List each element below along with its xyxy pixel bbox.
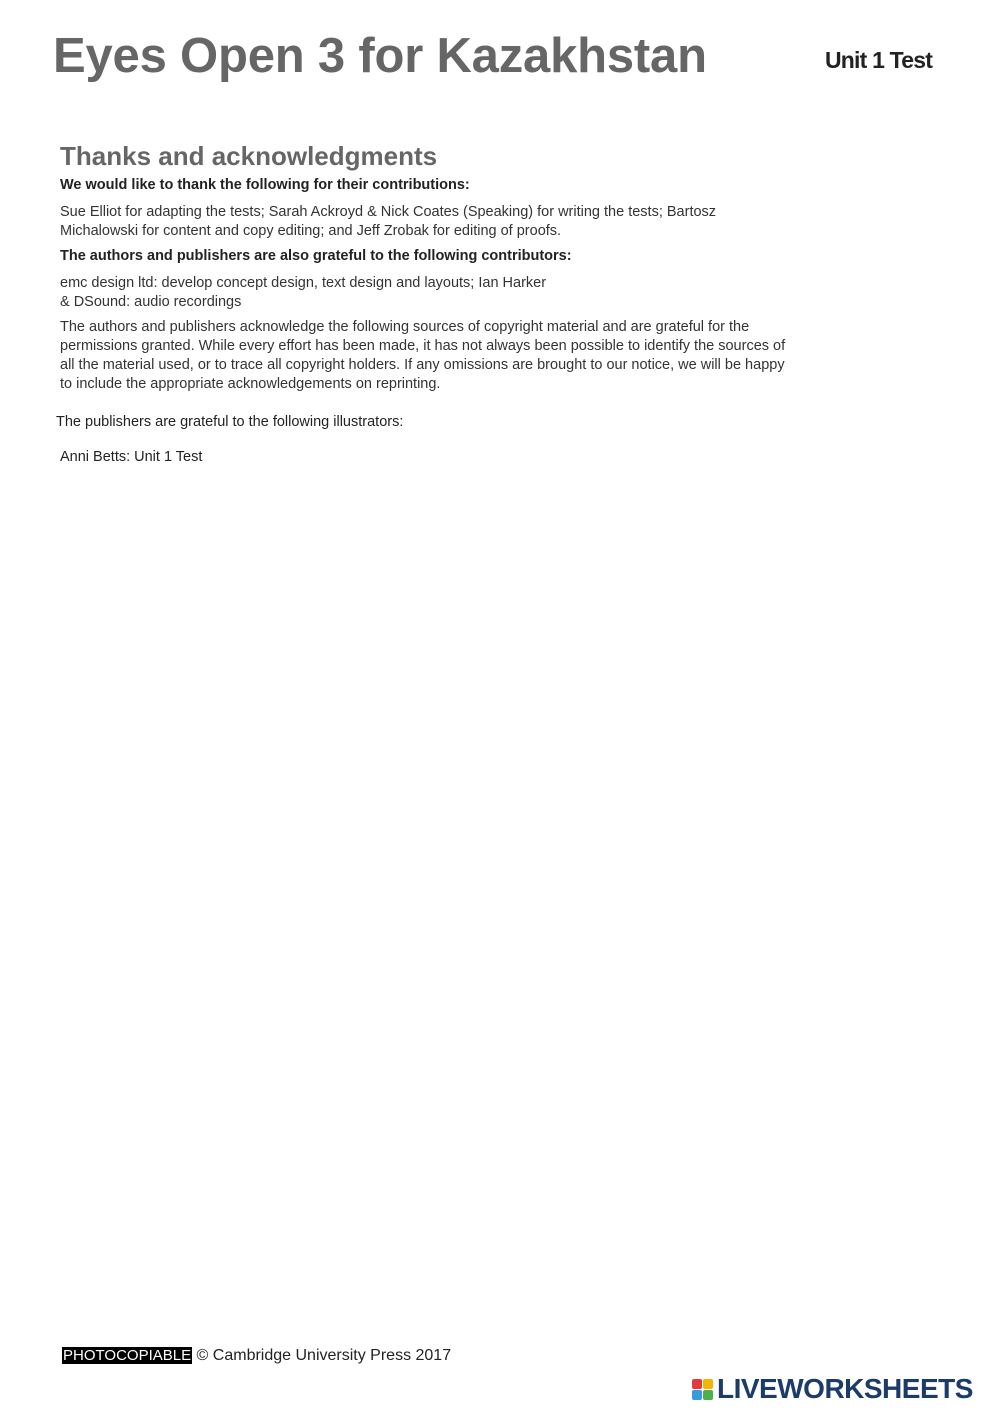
logo-square-icon bbox=[692, 1390, 702, 1400]
liveworksheets-wordmark: LIVEWORKSHEETS bbox=[717, 1373, 973, 1404]
footer bbox=[62, 1347, 451, 1365]
copyright-line: permissions granted. While every effort has been made, it has not always been possible to identify the sources of bbox=[60, 338, 786, 354]
contributions-intro: We would like to thank the following for their contributions: bbox=[60, 177, 470, 193]
document-title: Eyes Open 3 for Kazakhstan bbox=[53, 29, 707, 83]
contributors-intro: The authors and publishers are also grateful to the following contributors: bbox=[60, 248, 572, 264]
liveworksheets-logo[interactable] bbox=[692, 1374, 973, 1404]
contributions-line: Sue Elliot for adapting the tests; Sarah Ackroyd & Nick Coates (Speaking) for writing the tests; Bartosz bbox=[60, 204, 717, 220]
logo-square-icon bbox=[692, 1379, 702, 1389]
logo-square-icon bbox=[703, 1390, 713, 1400]
photocopiable-badge: PHOTOCOPIABLE bbox=[63, 1347, 192, 1364]
contributions-text bbox=[60, 203, 840, 241]
unit-label: Unit 1 Test bbox=[825, 47, 933, 73]
illustrators-intro: The publishers are grateful to the following illustrators: bbox=[56, 414, 404, 430]
illustrators-credit: Anni Betts: Unit 1 Test bbox=[60, 449, 203, 465]
copyright-line: all the material used, or to trace all copyright holders. If any omissions are brought to our notice, we will be happy bbox=[60, 357, 785, 373]
copyright-line: The authors and publishers acknowledge the following sources of copyright material and are grateful for the bbox=[60, 319, 750, 335]
footer-copyright: © Cambridge University Press 2017 bbox=[196, 1347, 452, 1364]
section-heading: Thanks and acknowledgments bbox=[60, 141, 438, 171]
contributors-line: emc design ltd: develop concept design, text design and layouts; Ian Harker bbox=[60, 275, 547, 291]
contributors-text bbox=[60, 274, 840, 312]
logo-square-icon bbox=[703, 1379, 713, 1389]
acknowledgments-section bbox=[60, 140, 840, 394]
contributions-line: Michalowski for content and copy editing; and Jeff Zrobak for editing of proofs. bbox=[60, 223, 562, 239]
copyright-text bbox=[60, 318, 840, 394]
contributors-line: & DSound: audio recordings bbox=[60, 294, 242, 310]
liveworksheets-icon bbox=[692, 1379, 713, 1400]
copyright-line: to include the appropriate acknowledgements on reprinting. bbox=[60, 376, 441, 392]
